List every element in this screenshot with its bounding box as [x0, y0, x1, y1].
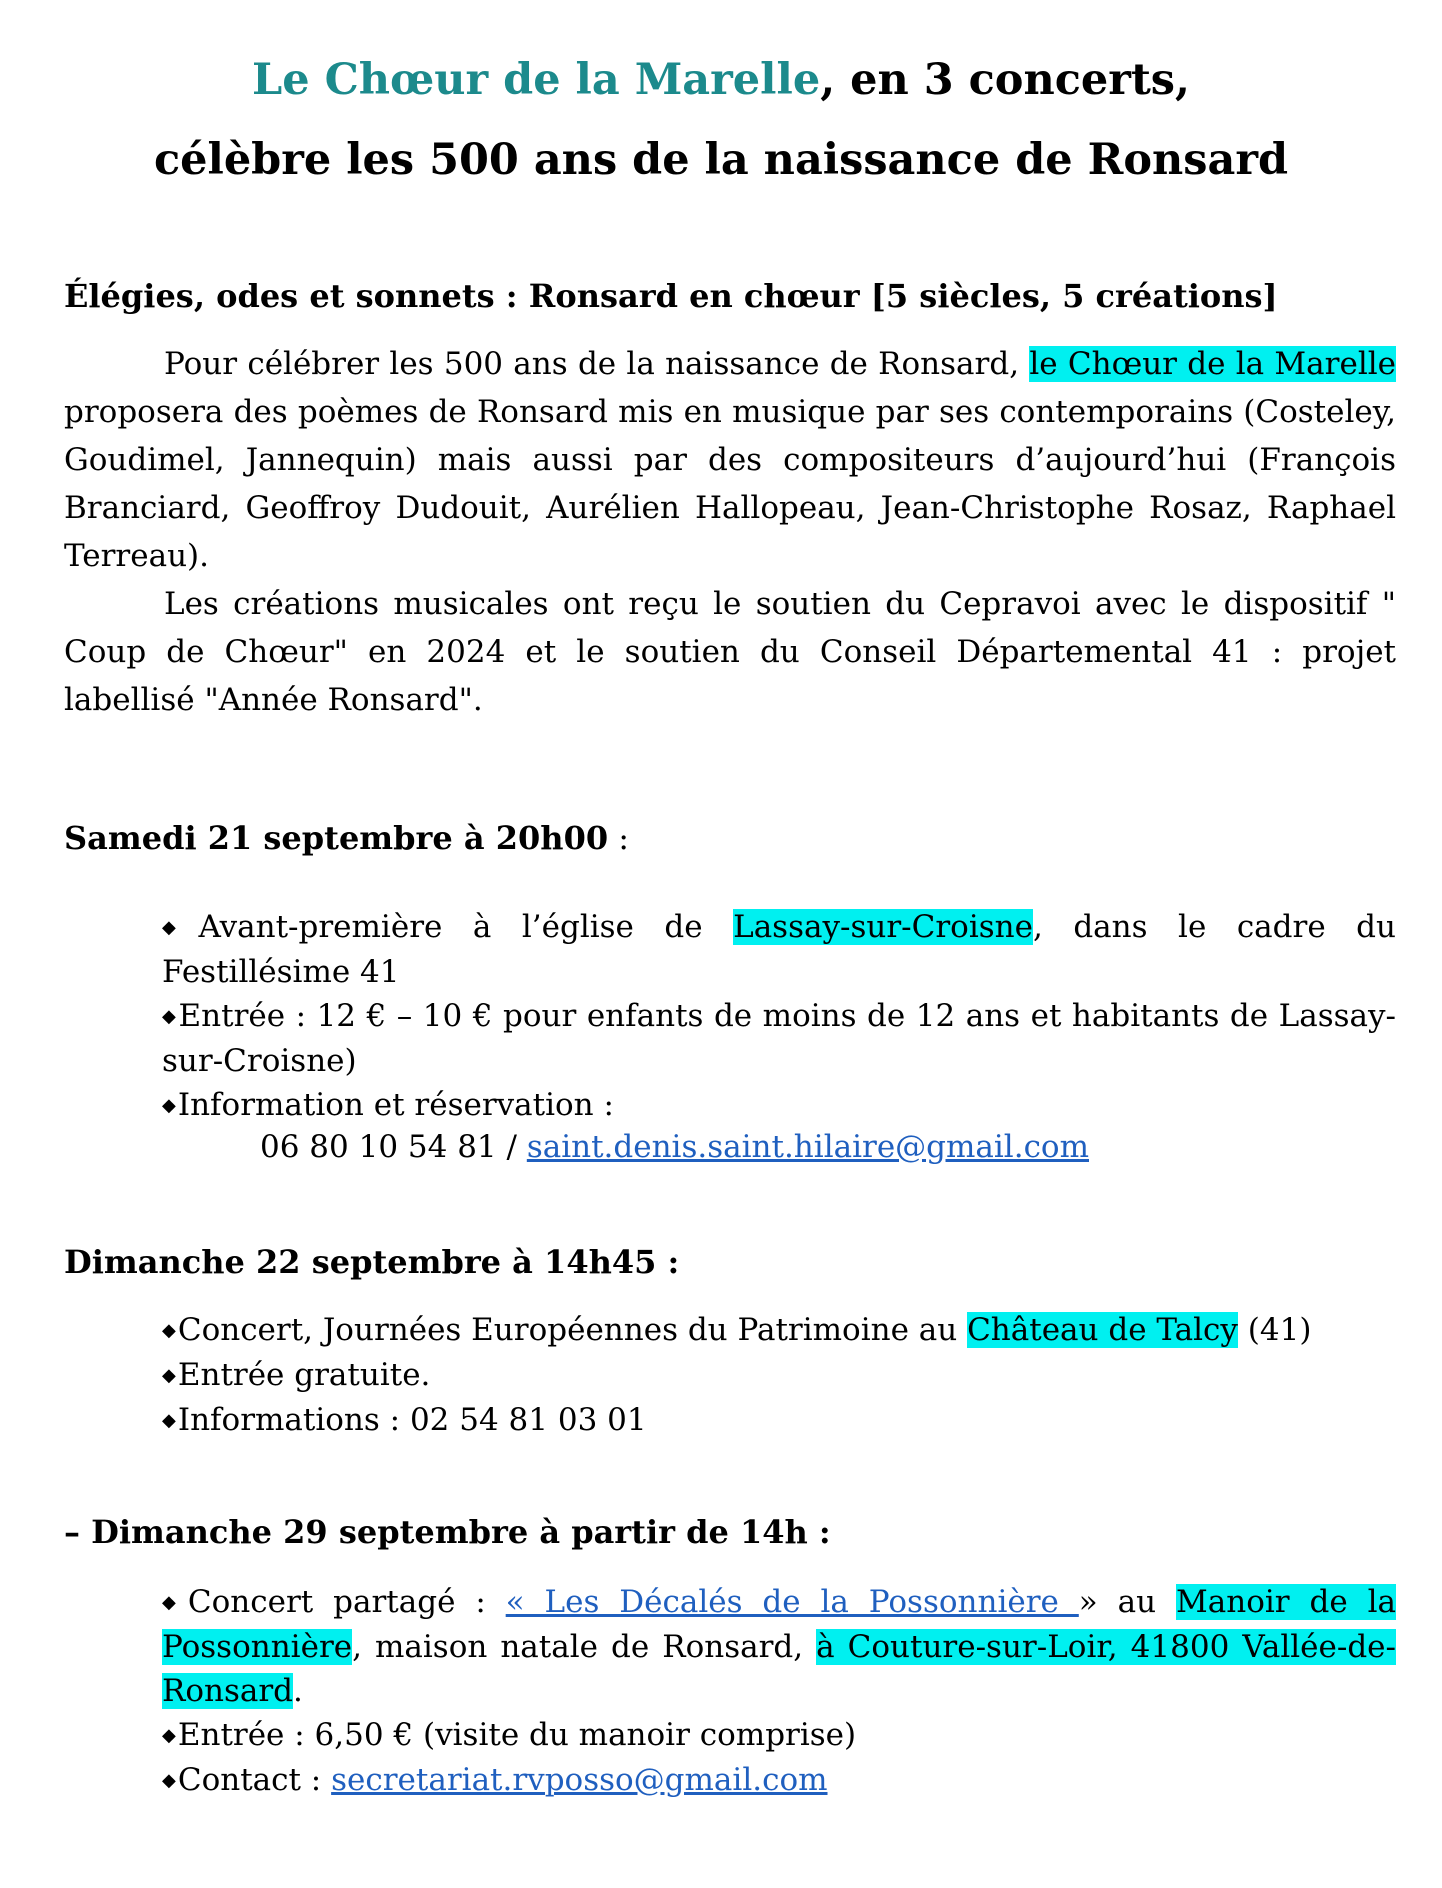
list-item-text-end: (41) — [1237, 1312, 1312, 1348]
diamond-bullet-icon: ◆ — [162, 917, 197, 938]
venue-highlight: Château de Talcy — [967, 1312, 1238, 1348]
concert2-heading: Dimanche 22 septembre à 14h45 : — [64, 1243, 680, 1281]
intro-paragraph-2: Les créations musicales ont reçu le soutien du Cepravoi avec le dispositif " Coup de Chœur" en 2024 et le soutien du Conseil Départemental 41 : projet labellisé "Année Ronsard". — [64, 586, 1396, 718]
concert1-heading — [64, 818, 629, 858]
address-highlight: à Couture-sur-Loir, 41800 Vallée-de-Ronsard — [162, 1629, 1397, 1709]
concert1-heading-suffix: : — [608, 819, 630, 857]
list-item-text: Entrée : 12 € – 10 € pour enfants de moins de 12 ans et habitants de Lassay-sur-Croisne) — [162, 998, 1397, 1079]
concert1-date: Samedi 21 septembre à 20h00 — [64, 819, 609, 857]
venue-highlight: Lassay-sur-Croisne — [733, 909, 1033, 945]
diamond-bullet-icon: ◆ — [162, 1410, 176, 1431]
concert3-heading: – Dimanche 29 septembre à partir de 14h : — [64, 1513, 831, 1551]
choir-highlight: le Chœur de la Marelle — [1029, 346, 1396, 382]
concert2-list — [162, 1308, 1396, 1443]
list-item-text: Entrée : 6,50 € (visite du manoir comprise) — [177, 1717, 857, 1753]
page-title-line1 — [0, 54, 1442, 106]
venue-highlight: Manoir de la Possonnière — [162, 1584, 1396, 1665]
list-item — [162, 1308, 1396, 1353]
list-item-text: Concert, Journées Européennes du Patrimoine au — [177, 1312, 968, 1348]
list-item-text: Avant-première à l’église de — [198, 909, 734, 945]
decales-link[interactable]: « Les Décalés de la Possonnière — [505, 1584, 1079, 1620]
email-link[interactable]: secretariat.rvposso@gmail.com — [331, 1762, 828, 1798]
contact-label: Contact : — [177, 1762, 332, 1798]
list-item — [162, 1580, 1396, 1713]
list-item-text: » au — [1078, 1584, 1177, 1620]
list-item — [162, 1353, 1396, 1398]
intro-text: Pour célébrer les 500 ans de la naissance de Ronsard, — [164, 346, 1030, 382]
diamond-bullet-icon: ◆ — [162, 1770, 176, 1791]
list-item-text-end: . — [293, 1673, 303, 1709]
list-item — [162, 994, 1396, 1083]
email-link[interactable]: saint.denis.saint.hilaire@gmail.com — [526, 1129, 1089, 1165]
concert1-contact — [260, 1125, 1089, 1169]
title-line1-rest: , en 3 concerts, — [820, 55, 1190, 105]
list-item — [162, 905, 1396, 994]
list-item-text: Entrée gratuite. — [177, 1357, 431, 1393]
intro-text-end: proposera des poèmes de Ronsard mis en musique par ses contemporains (Costeley, Goudimel, Jannequin) mais aussi par des compositeurs d’aujourd’hui (François Branciard, Geoffroy Dudouit, Aurélien Hallopeau, Jean-Christophe Rosaz, Raphael Terreau). — [64, 394, 1396, 574]
list-item-text: Concert partagé : — [187, 1584, 506, 1620]
list-item — [162, 1713, 1396, 1758]
diamond-bullet-icon: ◆ — [162, 1006, 177, 1027]
diamond-bullet-icon: ◆ — [162, 1725, 176, 1746]
page-title-line2: célèbre les 500 ans de la naissance de Ronsard — [153, 135, 1289, 185]
list-item-text-end: , dans le cadre du Festillésime 41 — [162, 909, 1396, 990]
diamond-bullet-icon: ◆ — [162, 1365, 176, 1386]
diamond-bullet-icon: ◆ — [162, 1095, 176, 1116]
concert1-list — [162, 905, 1396, 1128]
list-item-text: Informations : 02 54 81 03 01 — [177, 1402, 647, 1438]
list-item — [162, 1398, 1396, 1443]
diamond-bullet-icon: ◆ — [162, 1592, 186, 1613]
intro-paragraph-1 — [64, 340, 1396, 580]
phone-number: 06 80 10 54 81 / — [260, 1129, 527, 1165]
list-item — [162, 1758, 1396, 1803]
concert3-list — [162, 1580, 1396, 1803]
list-item-text: , maison natale de Ronsard, — [352, 1629, 817, 1665]
choir-name: Le Chœur de la Marelle — [252, 55, 821, 105]
diamond-bullet-icon: ◆ — [162, 1320, 176, 1341]
section-subtitle: Élégies, odes et sonnets : Ronsard en chœur [5 siècles, 5 créations] — [64, 277, 1278, 315]
list-item-text: Information et réservation : — [177, 1087, 614, 1123]
list-item — [162, 1083, 1396, 1128]
